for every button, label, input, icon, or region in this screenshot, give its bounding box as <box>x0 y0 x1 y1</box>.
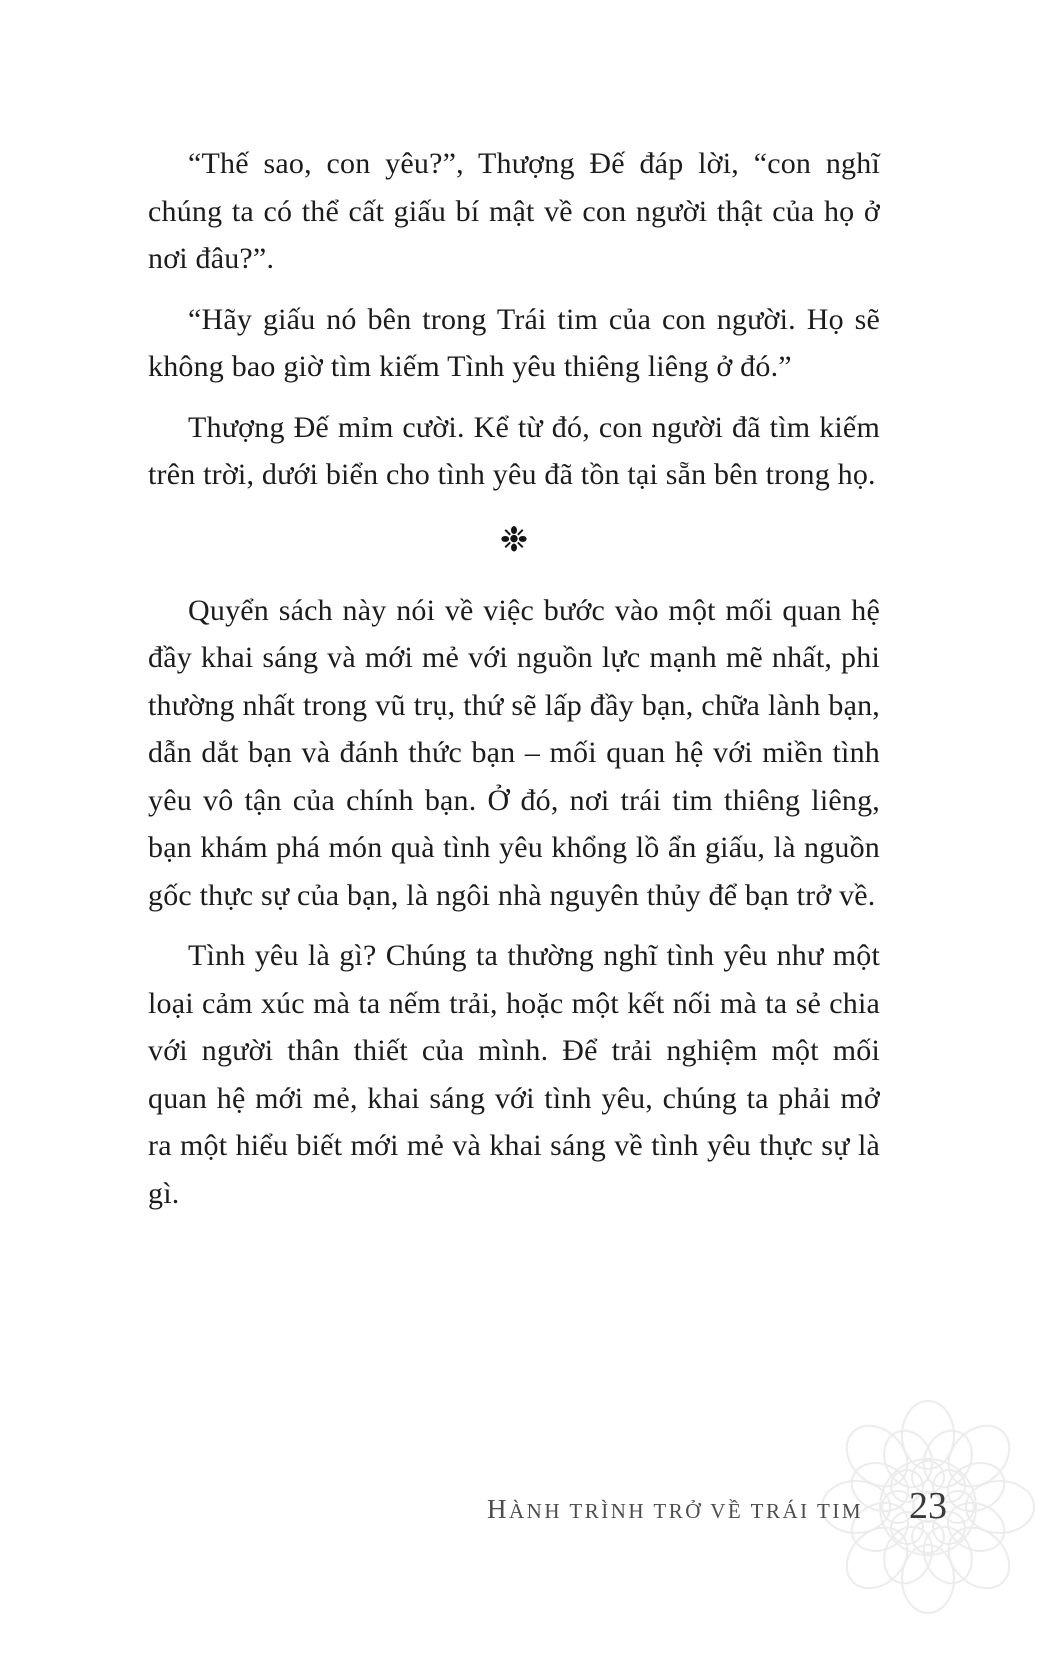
paragraph-5: Tình yêu là gì? Chúng ta thường nghĩ tình yêu như một loại cảm xúc mà ta nếm trải, hoặc một kết nối mà ta sẻ chia với người thân thiết của mình. Để trải nghiệm một mối quan hệ mới mẻ, khai sáng với tình yêu, chúng ta phải mở ra một hiểu biết mới mẻ và khai sáng về tình yêu thực sự là gì. <box>148 939 880 1210</box>
fleuron-ornament-icon: ❉ <box>499 519 529 560</box>
page-body <box>148 140 880 1230</box>
paragraph-2: “Hãy giấu nó bên trong Trái tim của con người. Họ sẽ không bao giờ tìm kiếm Tình yêu thiêng liêng ở đó.” <box>148 302 880 383</box>
running-title: HÀNH TRÌNH TRỞ VỀ TRÁI TIM <box>487 1494 863 1524</box>
page-footer <box>487 1484 947 1528</box>
page-number: 23 <box>909 1485 947 1527</box>
paragraph-4: Quyển sách này nói về việc bước vào một mối quan hệ đầy khai sáng và mới mẻ với nguồn lực mạnh mẽ nhất, phi thường nhất trong vũ trụ, thứ sẽ lấp đầy bạn, chữa lành bạn, dẫn dắt bạn và đánh thức bạn – mối quan hệ với miền tình yêu vô tận của chính bạn. Ở đó, nơi trái tim thiêng liêng, bạn khám phá món quà tình yêu khổng lồ ẩn giấu, là nguồn gốc thực sự của bạn, là ngôi nhà nguyên thủy để bạn trở về. <box>148 593 880 912</box>
paragraph-3: Thượng Đế mỉm cười. Kể từ đó, con người đã tìm kiếm trên trời, dưới biển cho tình yêu đã tồn tại sẵn bên trong họ. <box>148 410 880 491</box>
paragraph-1: “Thế sao, con yêu?”, Thượng Đế đáp lời, “con nghĩ chúng ta có thể cất giấu bí mật về con người thật của họ ở nơi đâu?”. <box>148 147 880 275</box>
